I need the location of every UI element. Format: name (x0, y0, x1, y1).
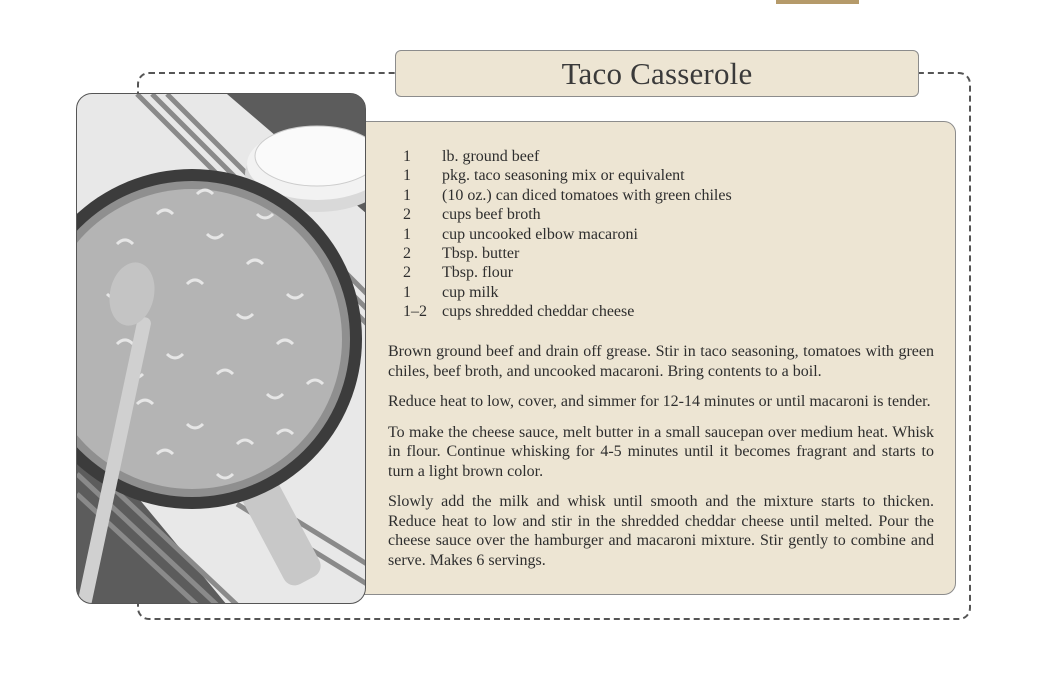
ingredient-quantity: 1 (403, 148, 411, 165)
ingredient-quantity: 1 (403, 167, 411, 185)
ingredient-name: cup uncooked elbow macaroni (442, 225, 638, 243)
title-banner (395, 50, 919, 97)
ingredient-list (403, 147, 943, 322)
instructions (388, 342, 934, 581)
ingredient-row (403, 302, 943, 321)
recipe-title: Taco Casserole (561, 55, 753, 91)
ingredient-row (403, 166, 943, 185)
ingredient-row (403, 225, 943, 244)
ingredient-quantity: 2 (403, 206, 411, 224)
ingredient-quantity: 1 (403, 186, 411, 204)
ingredient-quantity: 1 (403, 283, 411, 301)
page-tab-accent (776, 0, 859, 4)
ingredient-name: cups beef broth (442, 206, 541, 224)
ingredient-quantity: 2 (403, 264, 411, 282)
ingredient-row (403, 244, 943, 263)
ingredient-quantity: 2 (403, 245, 411, 263)
ingredient-name: pkg. taco seasoning mix or equivalent (442, 167, 685, 185)
ingredient-quantity: 1 (403, 225, 411, 243)
ingredient-name: Tbsp. butter (442, 245, 520, 263)
ingredient-name: (10 oz.) can diced tomatoes with green chiles (442, 186, 732, 204)
ingredient-row (403, 186, 943, 205)
casserole-photo (76, 93, 366, 604)
ingredient-row (403, 147, 943, 166)
ingredient-name: Tbsp. flour (442, 264, 514, 282)
ingredient-quantity: 1–2 (403, 303, 427, 321)
ingredient-row (403, 263, 943, 282)
instruction-step: Reduce heat to low, cover, and simmer for 12-14 minutes or until macaroni is tender. (388, 393, 931, 410)
ingredient-row (403, 205, 943, 224)
instruction-step: Brown ground beef and drain off grease. Stir in taco seasoning, tomatoes with green chiles, beef broth, and uncooked macaroni. Bring contents to a boil. (388, 343, 934, 380)
ingredient-name: lb. ground beef (442, 148, 540, 165)
instruction-step: To make the cheese sauce, melt butter in a small saucepan over medium heat. Whisk in flour. Continue whisking for 4-5 minutes until it becomes fragrant and starts to turn a light brown color. (388, 423, 934, 480)
ingredient-name: cups shredded cheddar cheese (442, 303, 635, 321)
instruction-step: Slowly add the milk and whisk until smooth and the mixture starts to thicken. Reduce heat to low and stir in the shredded cheddar cheese until melted. Pour the cheese sauce over the hamburger and macaroni mixture. Stir gently to combine and serve. Makes 6 servings. (388, 493, 934, 569)
ingredient-row (403, 283, 943, 302)
ingredient-name: cup milk (442, 283, 499, 301)
